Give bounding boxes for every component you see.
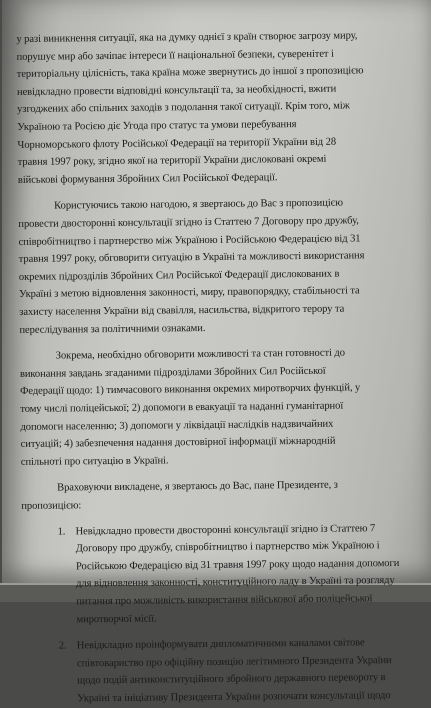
text-line: тому числі поліцейської; 2) допомоги в евакуації та наданні гуманітарної	[20, 400, 344, 415]
text-line: травня 1997 року, згідно якої на території України дислоковані окремі	[17, 153, 327, 169]
text-line: провести двосторонні консультації згідно із Статтею 7 Договору про дружбу,	[18, 215, 359, 230]
document-list	[12, 0, 431, 705]
text-line: порушує мир або зачіпає інтереси її національної безпеки, суверенітет і	[16, 48, 334, 63]
list-item-text-line: для відновлення законності, конституційного ладу в Україні та розгляду	[76, 575, 395, 590]
list-item-text-line: питання про можливість використання військової або поліцейської	[76, 593, 373, 608]
text-line: Федерації щодо: 1) тимчасового виконання окремих миротворчих функцій, у	[20, 382, 361, 398]
text-line: невідкладно провести відповідні консультації та, за необхідності, вжити	[16, 83, 337, 98]
text-line: спільноті про ситуацію в Україні.	[20, 455, 169, 468]
text-line: узгоджених або спільних заходів з подолання такої ситуації. Крім того, між	[17, 100, 350, 116]
list-item-text-line: Невідкладно проінформувати дипломатичними каналами світове	[76, 637, 365, 652]
text-line: територіальну цілісність, така країна може звернутись до іншої з пропозицією	[16, 65, 364, 81]
text-line: виконання завдань згаданими підрозділами Збройних Сил Російської	[19, 365, 326, 380]
text-line: Зокрема, необхідно обговорити можливості та стан готовності до	[55, 347, 345, 362]
text-line: співробітництво і партнерство між Україною і Російською Федерацією від 31	[18, 232, 361, 248]
text-line: травня 1997 року, обговорити ситуацію в Україні та можливості використання	[18, 250, 365, 266]
text-line: Користуючись такою нагодою, я звертаюсь до Вас з пропозицією	[54, 197, 343, 212]
list-item-text-line: миротворчої місії.	[76, 613, 157, 625]
text-line: військові формування Збройних Сил Російської Федерації.	[17, 172, 278, 186]
text-line: переслідування за політичними ознаками.	[19, 322, 206, 336]
list-item-text-line: Російською Федерацією від 31 травня 1997 року щодо надання допомоги	[75, 557, 400, 573]
text-line: Україною та Росією діє Угода про статус та умови перебування	[17, 119, 297, 133]
text-line: захисту населення України від свавілля, насильства, відкритого терору та	[19, 303, 345, 318]
text-line: ситуацій; 4) забезпечення надання достовірної інформації міжнародній	[20, 435, 336, 451]
list-item-text-line: Україні та ініціативу Президента України розпочати консультації щодо	[77, 690, 391, 705]
list-item-text-line: співтовариство про офіційну позицію легітимного Президента України	[76, 654, 392, 670]
text-line: пропозицією:	[21, 500, 82, 512]
list-item-number: 2.	[58, 640, 67, 652]
text-line: у разі виникнення ситуації, яка на думку однієї з країн створює загрозу миру,	[16, 30, 358, 45]
text-line: Україні з метою відновлення законності, миру, правопорядку, стабільності та	[19, 285, 360, 301]
list-item-text-line: щодо подій антиконституційного збройного державного перевороту в	[77, 672, 386, 687]
text-line: допомоги населенню; 3) допомоги у ліквідації наслідків надзвичайних	[20, 418, 334, 433]
text-line: окремих підрозділів Збройних Сил Російської Федерації дислокованих в	[18, 268, 340, 283]
list-item-text-line: Невідкладно провести двосторонні консультації згідно із Статтею 7	[75, 522, 376, 537]
list-item-number: 1.	[57, 526, 66, 538]
text-line: Враховуючи викладене, я звертаюсь до Вас, пане Президенте, з	[57, 480, 338, 494]
list-item-text-line: Договору про дружбу, співробітництво і партнерство між Україною і	[75, 540, 380, 555]
text-line: Чорноморського флоту Російської Федерації на території України від 28	[17, 136, 337, 151]
